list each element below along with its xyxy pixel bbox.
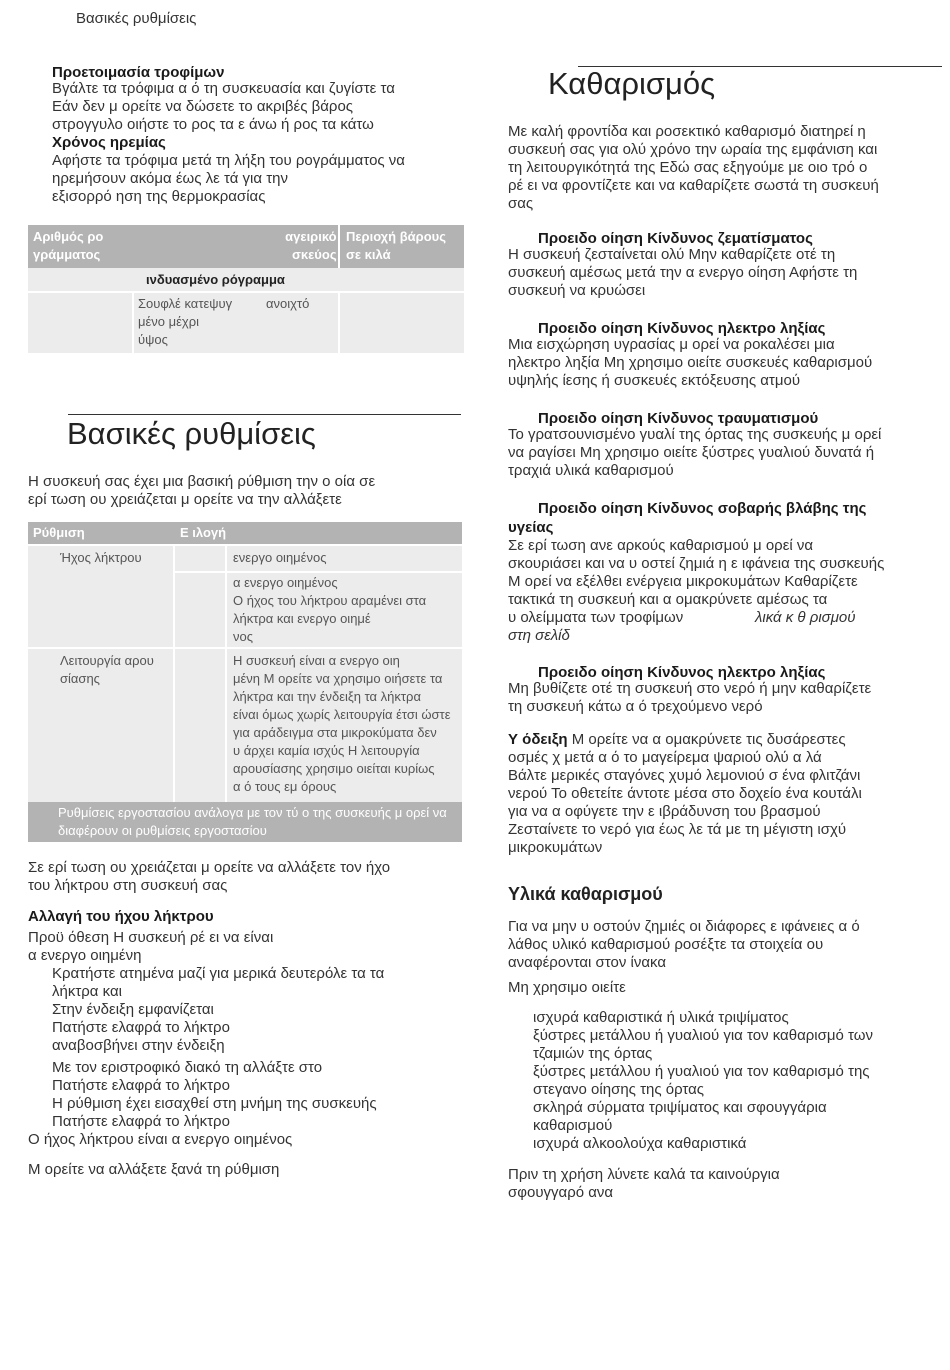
sponge-note: Πριν τη χρήση λύνετε καλά τα καινούργια	[508, 1166, 780, 1183]
header-setting: Ρύθμιση	[33, 525, 85, 540]
rest-heading: Χρόνος ηρεμίας	[52, 134, 166, 151]
list-item: στεγανο οίησης της όρτας	[533, 1081, 705, 1098]
warning-text: Μη βυθίζετε οτέ τη συσκευή στο νερό ή μην καθαρίζετε	[508, 680, 872, 697]
rest-text: ηρεμήσουν ακόμα έως λε τά για την	[52, 170, 288, 187]
cross-reference-link[interactable]: λικά κ θ ρισμού	[755, 609, 856, 626]
tip-label: Υ όδειξη	[508, 731, 568, 748]
warning-text: συσκευή αμέσως μετά την α ενεργο οίηση Αφήστε τη	[508, 264, 858, 281]
warning-text: Μ ορεί να εξέλθει ενέργεια μικροκυμάτων Καθαρίζετε	[508, 573, 858, 590]
warning-text: Το γρατσουνισμένο γυαλί της όρτας της συσκευής μ ορεί	[508, 426, 882, 443]
table-footnote: Ρυθμίσεις εργοστασίου ανάλογα με τον τύ ο της συσκευής μ ορεί να διαφέρουν οι ρυθμίσεις εργοστασίου	[58, 805, 447, 838]
setting-key-sound: Ήχος λήκτρου	[60, 550, 142, 565]
running-header: Βασικές ρυθμίσεις	[76, 10, 197, 27]
cleaning-title: Καθαρισμός	[548, 66, 716, 101]
step: Πατήστε ελαφρά το λήκτρο	[52, 1077, 230, 1094]
settings-table	[28, 522, 462, 842]
prep-text: στρογγυλο οιήστε το ρος τα ε άνω ή ρος τα κάτω	[52, 116, 374, 133]
cleaning-intro: συσκευή σας για ολύ χρόνο την ωραία της εμφάνιση και	[508, 141, 878, 158]
warning-text: να ραγίσει Μη χρησιμο οιείτε ξύστρες γυαλιού δυνατά ή	[508, 444, 875, 461]
warning-text: σκουριάσει και να υ οστεί ζημιά η ε ιφάνεια της συσκευής	[508, 555, 885, 572]
key-sound-note: Σε ερί τωση ου χρειάζεται μ ορείτε να αλλάξετε τον ήχο	[28, 859, 391, 876]
warning-text: τραχιά υλικά καθαρισμού	[508, 462, 674, 479]
warning-text: υ ολείμματα των τροφίμων	[508, 609, 684, 626]
step: Στην ένδειξη εμφανίζεται	[52, 1001, 214, 1018]
combined-program-section: ινδυασμένο ρόγραμμα	[146, 272, 285, 287]
cleaning-intro: τη λειτουργικότητά της Εδώ σας εξηγούμε με οιο τρό ο	[508, 159, 868, 176]
basic-settings-title: Βασικές ρυθμίσεις	[67, 416, 316, 451]
program-table	[28, 225, 464, 353]
option-enabled: ενεργο οιημένος	[233, 550, 327, 565]
list-item: ισχυρά αλκοολούχα καθαριστικά	[533, 1135, 747, 1152]
list-item: ξύστρες μετάλλου ή γυαλιού για τον καθαρισμό των	[533, 1027, 873, 1044]
do-not-use-label: Μη χρησιμο οιείτε	[508, 979, 626, 996]
warning-electric-title: Προειδο οίηση Κίνδυνος ηλεκτρο ληξίας	[538, 320, 826, 337]
change-sound-heading: Αλλαγή του ήχου λήκτρου	[28, 908, 214, 925]
prerequisite: α ενεργο οιημένη	[28, 947, 142, 964]
step: Η ρύθμιση έχει εισαχθεί στη μνήμη της συσκευής	[52, 1095, 377, 1112]
warning-text: Σε ερί τωση ανε αρκούς καθαρισμού μ ορεί να	[508, 537, 814, 554]
change-again-text: Μ ορείτε να αλλάξετε ξανά τη ρύθμιση	[28, 1161, 280, 1178]
warning-text: Μια εισχώρηση υγρασίας μ ορεί να ροκαλέσει μια	[508, 336, 835, 353]
cross-reference-page[interactable]: στη σελίδ	[508, 627, 570, 644]
step: λήκτρα και	[52, 983, 122, 1000]
section-rule	[68, 414, 461, 415]
cleaning-intro: ρέ ει να φροντίζετε και να καθαρίζετε σωστά τη συσκευή	[508, 177, 879, 194]
list-item: καθαρισμού	[533, 1117, 613, 1134]
prerequisite: Προϋ όθεση Η συσκευή ρέ ει να είναι	[28, 929, 274, 946]
tip-text: Ζεσταίνετε το νερό για έως λε τά με τη μέγιστη ισχύ	[508, 821, 847, 838]
header-option: Ε ιλογή	[180, 525, 227, 540]
dish-cookware: ανοιχτό	[266, 296, 310, 311]
warning-health-title-cont: υγείας	[508, 519, 554, 536]
step: Με τον εριστροφικό διακό τη αλλάξτε στο	[52, 1059, 323, 1076]
setting-demo-mode: Λειτουργία αρου σίασης	[60, 653, 154, 686]
key-sound-note: του λήκτρου στη συσκευή σας	[28, 877, 228, 894]
rest-text: Αφήστε τα τρόφιμα μετά τη λήξη του ρογράμματος να	[52, 152, 405, 169]
cleaning-intro: Με καλή φροντίδα και ροσεκτικό καθαρισμό διατηρεί η	[508, 123, 866, 140]
list-item: ισχυρά καθαριστικά ή υλικά τριψίματος	[533, 1009, 789, 1026]
warning-text: υψηλής ίεσης ή συσκευές εκτόξευσης ατμού	[508, 372, 801, 389]
option-disabled: α ενεργο οιημένος Ο ήχος του λήκτρου αραμένει στα λήκτρα και ενεργο οιημέ νος	[233, 575, 427, 644]
warning-electric-water-title: Προειδο οίηση Κίνδυνος ηλεκτρο ληξίας	[538, 664, 826, 681]
tip-text: μικροκυμάτων	[508, 839, 603, 856]
warning-text: τη συσκευή κάτω α ό τρεχούμενο νερό	[508, 698, 763, 715]
list-item: σκληρά σύρματα τριψίματος και σφουγγάρια	[533, 1099, 827, 1116]
cleaning-intro: σας	[508, 195, 534, 212]
list-item: ξύστρες μετάλλου ή γυαλιού για τον καθαρισμό της	[533, 1063, 870, 1080]
step: Κρατήστε ατημένα μαζί για μερικά δευτερόλε τα τα	[52, 965, 385, 982]
tip-text: για να α οφύγετε την ε ιβράδυνση του βρασμού	[508, 803, 821, 820]
warning-text: τακτικά τη συσκευή και α ομακρύνετε αμέσως τα	[508, 591, 828, 608]
tip-text: Βάλτε μερικές σταγόνες χυμό λεμονιού σ ένα φλιτζάνι	[508, 767, 861, 784]
result-text: Ο ήχος λήκτρου είναι α ενεργο οιημένος	[28, 1131, 293, 1148]
basic-intro: Η συσκευή σας έχει μια βασική ρύθμιση την ο οία σε	[28, 473, 376, 490]
sponge-note: σφουγγαρό ανα	[508, 1184, 614, 1201]
materials-intro: λάθος υλικό καθαρισμού ροσέξτε τα στοιχεία ου	[508, 936, 824, 953]
warning-text: συσκευή να κρυώσει	[508, 282, 646, 299]
prep-text: Εάν δεν μ ορείτε να δώσετε το ακριβές βάρος	[52, 98, 354, 115]
step: Πατήστε ελαφρά το λήκτρο	[52, 1113, 230, 1130]
warning-injury-title: Προειδο οίηση Κίνδυνος τραυματισμού	[538, 410, 819, 427]
basic-intro: ερί τωση ου χρειάζεται μ ορείτε να την αλλάξετε	[28, 491, 342, 508]
warning-health-title: Προειδο οίηση Κίνδυνος σοβαρής βλάβης της	[538, 500, 867, 517]
dish-name: Σουφλέ κατεψυγ μένο μέχρι ύψος	[138, 296, 233, 347]
warning-text: Η συσκευή ζεσταίνεται ολύ Μην καθαρίζετε οτέ τη	[508, 246, 836, 263]
materials-intro: Για να μην υ οστούν ζημιές οι διάφορες ε ιφάνειες α ό	[508, 918, 860, 935]
tip-text: νερού Το οθετείτε άντοτε μέσα στο δοχείο ένα κουτάλι	[508, 785, 862, 802]
prep-text: Βγάλτε τα τρόφιμα α ό τη συσκευασία και ζυγίστε τα	[52, 80, 395, 97]
tip-first-line: Υ όδειξη Μ ορείτε να α ομακρύνετε τις δυσάρεστες	[508, 731, 846, 748]
step: αναβοσβήνει στην ένδειξη	[52, 1037, 225, 1054]
materials-intro: αναφέρονται στον ίνακα	[508, 954, 666, 971]
rest-text: εξισορρό ηση της θερμοκρασίας	[52, 188, 266, 205]
warning-scalding-title: Προειδο οίηση Κίνδυνος ζεματίσματος	[538, 230, 813, 247]
warning-text: ηλεκτρο ληξία Μη χρησιμο οιείτε συσκευές καθαρισμού	[508, 354, 873, 371]
col-cookware: αγειρικό σκεύος	[285, 229, 337, 262]
step: Πατήστε ελαφρά το λήκτρο	[52, 1019, 230, 1036]
tip-text: οσμές χ μετά α ό το μαγείρεμα ψαριού ολύ α λά	[508, 749, 822, 766]
col-weight-range: Περιοχή βάρους σε κιλά	[346, 229, 446, 262]
cleaning-materials-title: Υλικά καθαρισμού	[508, 884, 663, 904]
prep-heading: Προετοιμασία τροφίμων	[52, 64, 225, 81]
col-program-number: Αριθμός ρο γράμματος	[33, 229, 104, 262]
option-demo-description: Η συσκευή είναι α ενεργο οιη μένη Μ ορείτε να χρησιμο οιήσετε τα λήκτρα και την ένδειξη τα λήκτρα είναι όμως χωρίς λειτουργία έτσι ώστε για αράδειγμα στα μικροκύματα δεν υ άρχει καμία ισχύς Η λειτουργία αρουσίασης χρησιμο οιείται κυρίως α ό τους εμ όρους	[233, 653, 451, 794]
list-item: τζαμιών της όρτας	[533, 1045, 653, 1062]
